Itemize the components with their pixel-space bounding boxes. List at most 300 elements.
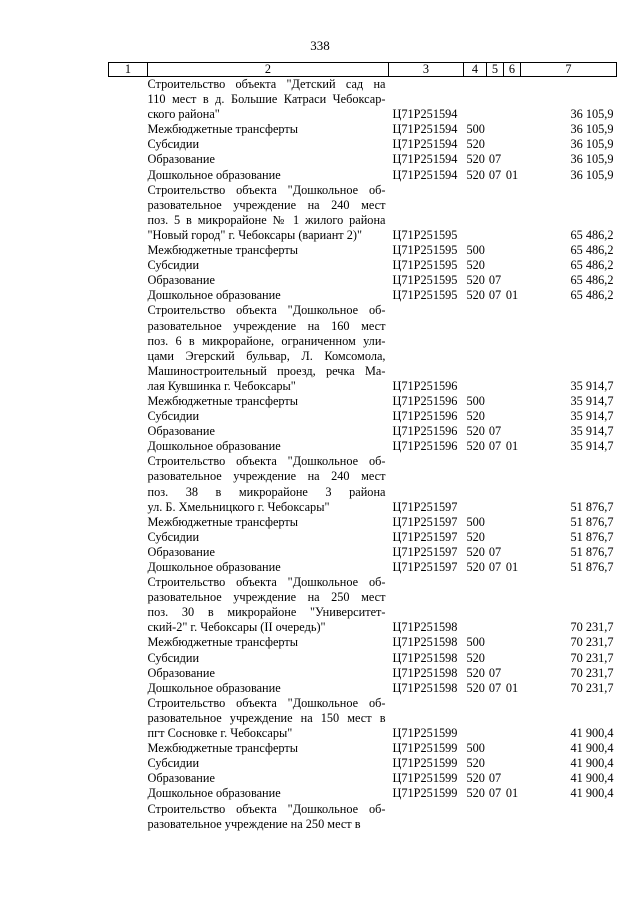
row-amount: 70 231,7	[570, 620, 614, 635]
row-col-1	[109, 394, 148, 409]
budget-table	[108, 62, 617, 832]
row-description	[148, 741, 389, 756]
table-row	[109, 681, 617, 696]
description-line: Межбюджетные трансферты	[147, 393, 299, 408]
row-col-4: 520	[466, 680, 485, 695]
description-line: Межбюджетные трансферты	[147, 514, 299, 529]
row-amount: 51 876,7	[570, 560, 614, 574]
row-amount: 36 105,9	[570, 107, 614, 122]
description-line: Субсидии	[147, 756, 200, 771]
table-row	[109, 802, 617, 832]
row-amount: 65 486,2	[570, 288, 614, 303]
row-amount: 51 876,7	[570, 529, 614, 544]
header-col-2: 2	[148, 63, 389, 77]
description-line: ского района"	[147, 107, 220, 122]
description-line: Дошкольное образование	[147, 439, 281, 454]
row-col-6	[504, 741, 521, 756]
description-line: ул. Б. Хмельницкого г. Чебоксары"	[147, 499, 330, 514]
row-col-1	[109, 666, 148, 681]
row-code: Ц71Р251596	[392, 439, 458, 454]
row-description	[148, 137, 389, 152]
description-line: Строительство объекта "Дошкольное об-	[147, 695, 386, 710]
row-col-4: 500	[466, 243, 485, 258]
row-col-4: 520	[466, 273, 485, 288]
table-row	[109, 394, 617, 409]
description-line: Машиностроительный проезд, речка Ма-	[147, 363, 386, 378]
row-col-5	[487, 303, 504, 394]
row-col-5: 07	[488, 786, 502, 801]
row-description	[148, 409, 389, 424]
description-line: Субсидии	[147, 529, 200, 544]
row-col-5: 07	[488, 424, 502, 439]
row-col-6	[504, 424, 521, 439]
table-row	[109, 409, 617, 424]
description-line: Субсидии	[147, 650, 200, 665]
row-col-5	[487, 741, 504, 756]
row-col-4: 520	[466, 771, 485, 786]
row-col-6: 01	[505, 786, 519, 801]
row-code: Ц71Р251594	[392, 107, 458, 122]
table-row	[109, 515, 617, 530]
row-amount: 36 105,9	[570, 152, 614, 167]
row-col-4: 520	[466, 665, 485, 680]
row-description	[148, 786, 389, 801]
row-col-1	[109, 560, 148, 575]
row-description	[148, 696, 389, 741]
description-line: Строительство объекта "Дошкольное об-	[147, 801, 386, 816]
description-line: разовательное учреждение на 250 мест	[147, 590, 386, 605]
description-line: Субсидии	[147, 137, 200, 152]
row-col-1	[109, 77, 148, 123]
description-line: Межбюджетные трансферты	[147, 122, 299, 137]
row-col-6	[504, 575, 521, 635]
row-amount: 35 914,7	[570, 409, 614, 424]
row-code: Ц71Р251594	[392, 152, 458, 167]
row-col-5	[487, 454, 504, 514]
header-col-6: 6	[504, 63, 521, 77]
row-col-4: 520	[466, 258, 485, 273]
row-code: Ц71Р251597	[392, 499, 458, 514]
row-code: Ц71Р251597	[392, 514, 458, 529]
row-col-1	[109, 122, 148, 137]
row-amount: 41 900,4	[570, 786, 614, 801]
row-amount: 41 900,4	[570, 756, 614, 771]
row-col-6	[504, 802, 521, 832]
row-amount: 65 486,2	[570, 258, 614, 273]
description-line: Образование	[147, 152, 215, 167]
row-code: Ц71Р251596	[392, 378, 458, 393]
table-row	[109, 137, 617, 152]
row-col-1	[109, 786, 148, 801]
row-col-5: 07	[488, 273, 502, 288]
row-description	[148, 651, 389, 666]
row-col-6	[504, 651, 521, 666]
row-description	[148, 439, 389, 454]
row-col-5	[487, 258, 504, 273]
row-code: Ц71Р251599	[392, 756, 458, 771]
description-line: Субсидии	[147, 409, 200, 424]
description-line: разовательное учреждение на 150 мест в	[147, 710, 386, 725]
row-col-6	[504, 454, 521, 514]
row-description	[148, 802, 389, 832]
row-code: Ц71Р251596	[392, 424, 458, 439]
row-col-4	[464, 454, 487, 514]
table-row	[109, 303, 617, 394]
description-line: разовательное учреждение на 160 мест	[147, 318, 386, 333]
row-col-4: 520	[466, 756, 485, 771]
row-col-4	[464, 77, 487, 123]
row-col-1	[109, 802, 148, 832]
header-col-5: 5	[487, 63, 504, 77]
table-row	[109, 786, 617, 801]
row-col-4: 520	[466, 560, 485, 574]
row-col-1	[109, 258, 148, 273]
row-amount: 51 876,7	[570, 544, 614, 559]
row-description	[148, 454, 389, 514]
row-col-1	[109, 681, 148, 696]
row-col-6: 01	[505, 167, 519, 182]
description-line: разовательное учреждение на 240 мест	[147, 469, 386, 484]
row-col-4: 500	[466, 635, 485, 650]
table-row	[109, 77, 617, 123]
description-line: 110 мест в д. Большие Катраси Чебоксар-	[147, 92, 386, 107]
description-line: Образование	[147, 424, 215, 439]
row-description	[148, 575, 389, 635]
row-amount: 65 486,2	[570, 243, 614, 258]
row-col-5	[487, 243, 504, 258]
description-line: Дошкольное образование	[147, 786, 281, 801]
description-line: Строительство объекта "Дошкольное об-	[147, 575, 386, 590]
row-col-5: 07	[488, 288, 502, 303]
header-col-7: 7	[521, 63, 617, 77]
row-amount: 35 914,7	[570, 378, 614, 393]
row-description	[148, 756, 389, 771]
row-col-6	[504, 303, 521, 394]
row-code: Ц71Р251597	[392, 560, 458, 574]
row-description	[148, 394, 389, 409]
row-amount: 41 900,4	[570, 726, 614, 741]
description-line: разовательное учреждение на 250 мест в	[147, 816, 361, 831]
row-code: Ц71Р251599	[392, 786, 458, 801]
table-row	[109, 696, 617, 741]
description-line: Межбюджетные трансферты	[147, 741, 299, 756]
row-description	[148, 168, 389, 183]
row-amount: 36 105,9	[570, 167, 614, 182]
row-code: Ц71Р251599	[392, 726, 458, 741]
row-col-4: 500	[466, 393, 485, 408]
row-col-5	[487, 137, 504, 152]
row-col-6	[504, 152, 521, 167]
description-line: Дошкольное образование	[147, 288, 281, 303]
description-line: Образование	[147, 665, 215, 680]
row-col-1	[109, 273, 148, 288]
row-col-5	[487, 183, 504, 243]
row-col-6	[504, 771, 521, 786]
description-line: Образование	[147, 771, 215, 786]
row-col-6	[504, 243, 521, 258]
row-code	[389, 802, 464, 832]
table-row	[109, 258, 617, 273]
row-code: Ц71Р251595	[392, 288, 458, 303]
row-description	[148, 681, 389, 696]
row-code: Ц71Р251596	[392, 393, 458, 408]
row-col-4	[464, 696, 487, 741]
table-row	[109, 756, 617, 771]
row-col-4	[464, 183, 487, 243]
row-description	[148, 545, 389, 560]
table-row	[109, 635, 617, 650]
table-row	[109, 454, 617, 514]
table-row	[109, 152, 617, 167]
row-col-6	[504, 696, 521, 741]
row-col-4: 520	[466, 409, 485, 424]
description-line: Субсидии	[147, 258, 200, 273]
row-col-1	[109, 575, 148, 635]
row-description	[148, 258, 389, 273]
row-col-1	[109, 651, 148, 666]
row-col-1	[109, 183, 148, 243]
row-col-5	[487, 635, 504, 650]
row-col-5	[487, 575, 504, 635]
row-col-1	[109, 243, 148, 258]
row-amount: 41 900,4	[570, 771, 614, 786]
row-amount: 36 105,9	[570, 137, 614, 152]
description-line: разовательное учреждение на 240 мест	[147, 197, 386, 212]
row-col-1	[109, 771, 148, 786]
row-col-5	[487, 409, 504, 424]
row-amount: 51 876,7	[570, 514, 614, 529]
header-col-4: 4	[464, 63, 487, 77]
row-col-4: 520	[466, 288, 485, 303]
description-line: Строительство объекта "Дошкольное об-	[147, 182, 386, 197]
row-code: Ц71Р251597	[392, 544, 458, 559]
table-row	[109, 741, 617, 756]
row-col-6: 01	[505, 439, 519, 454]
row-col-4: 500	[466, 122, 485, 137]
row-col-4: 500	[466, 741, 485, 756]
row-amount: 70 231,7	[570, 665, 614, 680]
row-code: Ц71Р251595	[392, 258, 458, 273]
row-col-4: 520	[466, 786, 485, 801]
row-col-6	[504, 258, 521, 273]
row-col-5	[487, 802, 504, 832]
description-line: поз. 5 в микрорайоне № 1 жилого района	[147, 212, 386, 227]
row-col-5: 07	[488, 680, 502, 695]
description-line: Образование	[147, 273, 215, 288]
row-code: Ц71Р251594	[392, 167, 458, 182]
table-row	[109, 575, 617, 635]
row-code: Ц71Р251599	[392, 741, 458, 756]
table-row	[109, 771, 617, 786]
row-description	[148, 635, 389, 650]
row-code: Ц71Р251598	[392, 680, 458, 695]
description-line: поз. 6 в микрорайоне, ограниченном ули-	[147, 333, 386, 348]
row-col-4	[464, 802, 487, 832]
row-col-4: 520	[466, 529, 485, 544]
row-col-1	[109, 515, 148, 530]
row-col-6	[504, 635, 521, 650]
description-line: лая Кувшинка г. Чебоксары"	[147, 378, 296, 393]
description-line: цами Эгерский бульвар, Л. Комсомола,	[147, 348, 386, 363]
row-col-4: 500	[466, 514, 485, 529]
row-col-1	[109, 545, 148, 560]
row-col-1	[109, 137, 148, 152]
table-row	[109, 545, 617, 560]
table-row	[109, 273, 617, 288]
row-amount: 36 105,9	[570, 122, 614, 137]
row-code: Ц71Р251595	[392, 273, 458, 288]
row-description	[148, 424, 389, 439]
description-line: Межбюджетные трансферты	[147, 635, 299, 650]
row-description	[148, 77, 389, 123]
row-code: Ц71Р251596	[392, 409, 458, 424]
row-code: Ц71Р251598	[392, 620, 458, 635]
row-description	[148, 122, 389, 137]
row-amount: 41 900,4	[570, 741, 614, 756]
row-col-6	[504, 530, 521, 545]
row-col-4: 520	[466, 439, 485, 454]
row-col-6	[504, 545, 521, 560]
row-amount: 70 231,7	[570, 650, 614, 665]
row-col-4: 520	[466, 152, 485, 167]
row-col-5	[487, 530, 504, 545]
row-col-6: 01	[505, 288, 519, 303]
table-row	[109, 122, 617, 137]
row-col-5: 07	[488, 544, 502, 559]
row-col-4: 520	[466, 650, 485, 665]
row-description	[148, 666, 389, 681]
row-col-1	[109, 454, 148, 514]
description-line: Образование	[147, 544, 215, 559]
row-col-6	[504, 137, 521, 152]
row-col-5	[487, 756, 504, 771]
row-col-5: 07	[488, 665, 502, 680]
table-header-row	[109, 63, 617, 77]
row-col-1	[109, 756, 148, 771]
row-col-4	[464, 575, 487, 635]
table-row	[109, 560, 617, 575]
row-amount: 35 914,7	[570, 439, 614, 454]
row-amount: 65 486,2	[570, 273, 614, 288]
row-col-1	[109, 530, 148, 545]
row-description	[148, 560, 389, 575]
row-description	[148, 530, 389, 545]
table-row	[109, 666, 617, 681]
description-line: Дошкольное образование	[147, 560, 281, 574]
row-col-4: 520	[466, 424, 485, 439]
row-col-6	[504, 183, 521, 243]
row-code: Ц71Р251598	[392, 650, 458, 665]
description-line: Строительство объекта "Дошкольное об-	[147, 454, 386, 469]
row-amount	[521, 802, 617, 832]
row-amount: 70 231,7	[570, 680, 614, 695]
row-description	[148, 243, 389, 258]
row-amount: 35 914,7	[570, 393, 614, 408]
row-code: Ц71Р251594	[392, 137, 458, 152]
header-col-1: 1	[109, 63, 148, 77]
row-col-6	[504, 756, 521, 771]
row-description	[148, 771, 389, 786]
row-col-6	[504, 273, 521, 288]
row-col-5	[487, 77, 504, 123]
row-amount: 70 231,7	[570, 635, 614, 650]
description-line: "Новый город" г. Чебоксары (вариант 2)"	[147, 227, 363, 242]
row-code: Ц71Р251598	[392, 665, 458, 680]
row-col-6	[504, 666, 521, 681]
row-col-5: 07	[488, 167, 502, 182]
row-col-5	[487, 122, 504, 137]
row-code: Ц71Р251595	[392, 227, 458, 242]
row-code: Ц71Р251594	[392, 122, 458, 137]
row-col-1	[109, 288, 148, 303]
row-code: Ц71Р251597	[392, 529, 458, 544]
row-col-5: 07	[488, 560, 502, 574]
row-col-5: 07	[488, 439, 502, 454]
row-description	[148, 152, 389, 167]
description-line: Дошкольное образование	[147, 680, 281, 695]
row-col-6	[504, 394, 521, 409]
description-line: ский-2" г. Чебоксары (II очередь)"	[147, 620, 326, 635]
row-col-6	[504, 515, 521, 530]
row-col-5	[487, 651, 504, 666]
description-line: пгт Сосновке г. Чебоксары"	[147, 726, 293, 741]
row-col-4	[464, 303, 487, 394]
table-row	[109, 183, 617, 243]
row-code: Ц71Р251595	[392, 243, 458, 258]
description-line: Межбюджетные трансферты	[147, 243, 299, 258]
row-col-1	[109, 635, 148, 650]
row-col-1	[109, 741, 148, 756]
row-col-1	[109, 409, 148, 424]
row-code: Ц71Р251598	[392, 635, 458, 650]
row-col-6	[504, 122, 521, 137]
row-col-1	[109, 696, 148, 741]
row-description	[148, 303, 389, 394]
table-row	[109, 439, 617, 454]
row-col-1	[109, 303, 148, 394]
row-col-1	[109, 424, 148, 439]
row-col-4: 520	[466, 544, 485, 559]
header-col-3: 3	[389, 63, 464, 77]
row-description	[148, 515, 389, 530]
row-col-5	[487, 394, 504, 409]
description-line: поз. 38 в микрорайоне 3 района	[147, 484, 386, 499]
row-col-5: 07	[488, 771, 502, 786]
row-description	[148, 273, 389, 288]
row-col-5	[487, 515, 504, 530]
table-row	[109, 168, 617, 183]
row-col-6: 01	[505, 560, 519, 574]
row-col-1	[109, 152, 148, 167]
page-number: 338	[310, 38, 330, 53]
row-description	[148, 288, 389, 303]
table-row	[109, 651, 617, 666]
table-row	[109, 243, 617, 258]
description-line: Строительство объекта "Детский сад на	[147, 77, 386, 91]
row-amount: 51 876,7	[570, 499, 614, 514]
row-amount: 65 486,2	[570, 227, 614, 242]
table-row	[109, 424, 617, 439]
row-col-4: 520	[466, 137, 485, 152]
description-line: Строительство объекта "Дошкольное об-	[147, 303, 386, 318]
description-line: поз. 30 в микрорайоне "Университет-	[147, 605, 386, 620]
row-col-6: 01	[505, 680, 519, 695]
row-col-1	[109, 439, 148, 454]
row-description	[148, 183, 389, 243]
row-code: Ц71Р251599	[392, 771, 458, 786]
table-row	[109, 288, 617, 303]
row-amount: 35 914,7	[570, 424, 614, 439]
